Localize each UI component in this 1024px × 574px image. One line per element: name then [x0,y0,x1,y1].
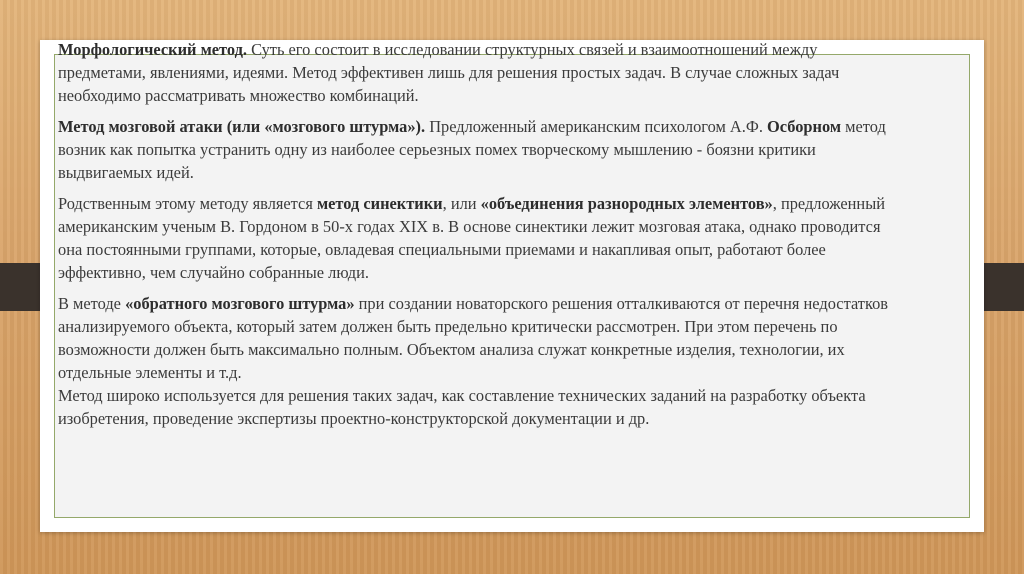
term-heterogeneous: «объединения разнородных элементов» [480,194,773,213]
paragraph-brainstorm [58,115,898,184]
slide-content [58,38,898,438]
term-osborn: Осборном [767,117,842,136]
paragraph-reverse-brainstorm [58,292,898,430]
term-synectics: метод синектики [316,194,443,213]
text-segment: Предложенный американским психологом А.Ф. [425,117,768,136]
text-segment: , предложенный американским ученым В. Гордоном в 50-х годах XIX в. В основе синектики лежит мозговая атака, однако проводится она постоянными группами, которые, овладевая специальными приемами и накапливая опыт, работают более эффективно, чем случайно собранные люди. [58,194,885,282]
term-morphological: Морфологический метод. [58,40,247,59]
paragraph-synectics [58,192,898,284]
text-segment: Родственным этому методу является [58,194,317,213]
paragraph-morphological [58,38,898,107]
text-segment: , или [442,194,481,213]
text-segment: метод возник как попытка устранить одну из наиболее серьезных помех творческому мышлению - боязни критики выдвигаемых идей. [58,117,886,182]
term-brainstorm: Метод мозговой атаки (или «мозгового штурма»). [58,117,426,136]
text-segment: при создании новаторского решения отталкиваются от перечня недостатков анализируемого объекта, который затем должен быть предельно критически рассмотрен. При этом перечень по возможности должен быть максимально полным. Объектом анализа служат конкретные изделия, технологии, их отдельные элементы и т.д. [58,294,889,382]
text-segment: В методе [58,294,126,313]
text-segment: Суть его состоит в исследовании структурных связей и взаимоотношений между предметами, явлениями, идеями. Метод эффективен лишь для решения простых задач. В случае сложных задач необходимо рассматривать множество комбинаций. [58,40,840,105]
text-segment: Метод широко используется для решения таких задач, как составление технических заданий на разработку объекта изобретения, проведение экспертизы проектно-конструкторской документации и др. [58,386,866,428]
term-reverse-brainstorm: «обратного мозгового штурма» [125,294,355,313]
